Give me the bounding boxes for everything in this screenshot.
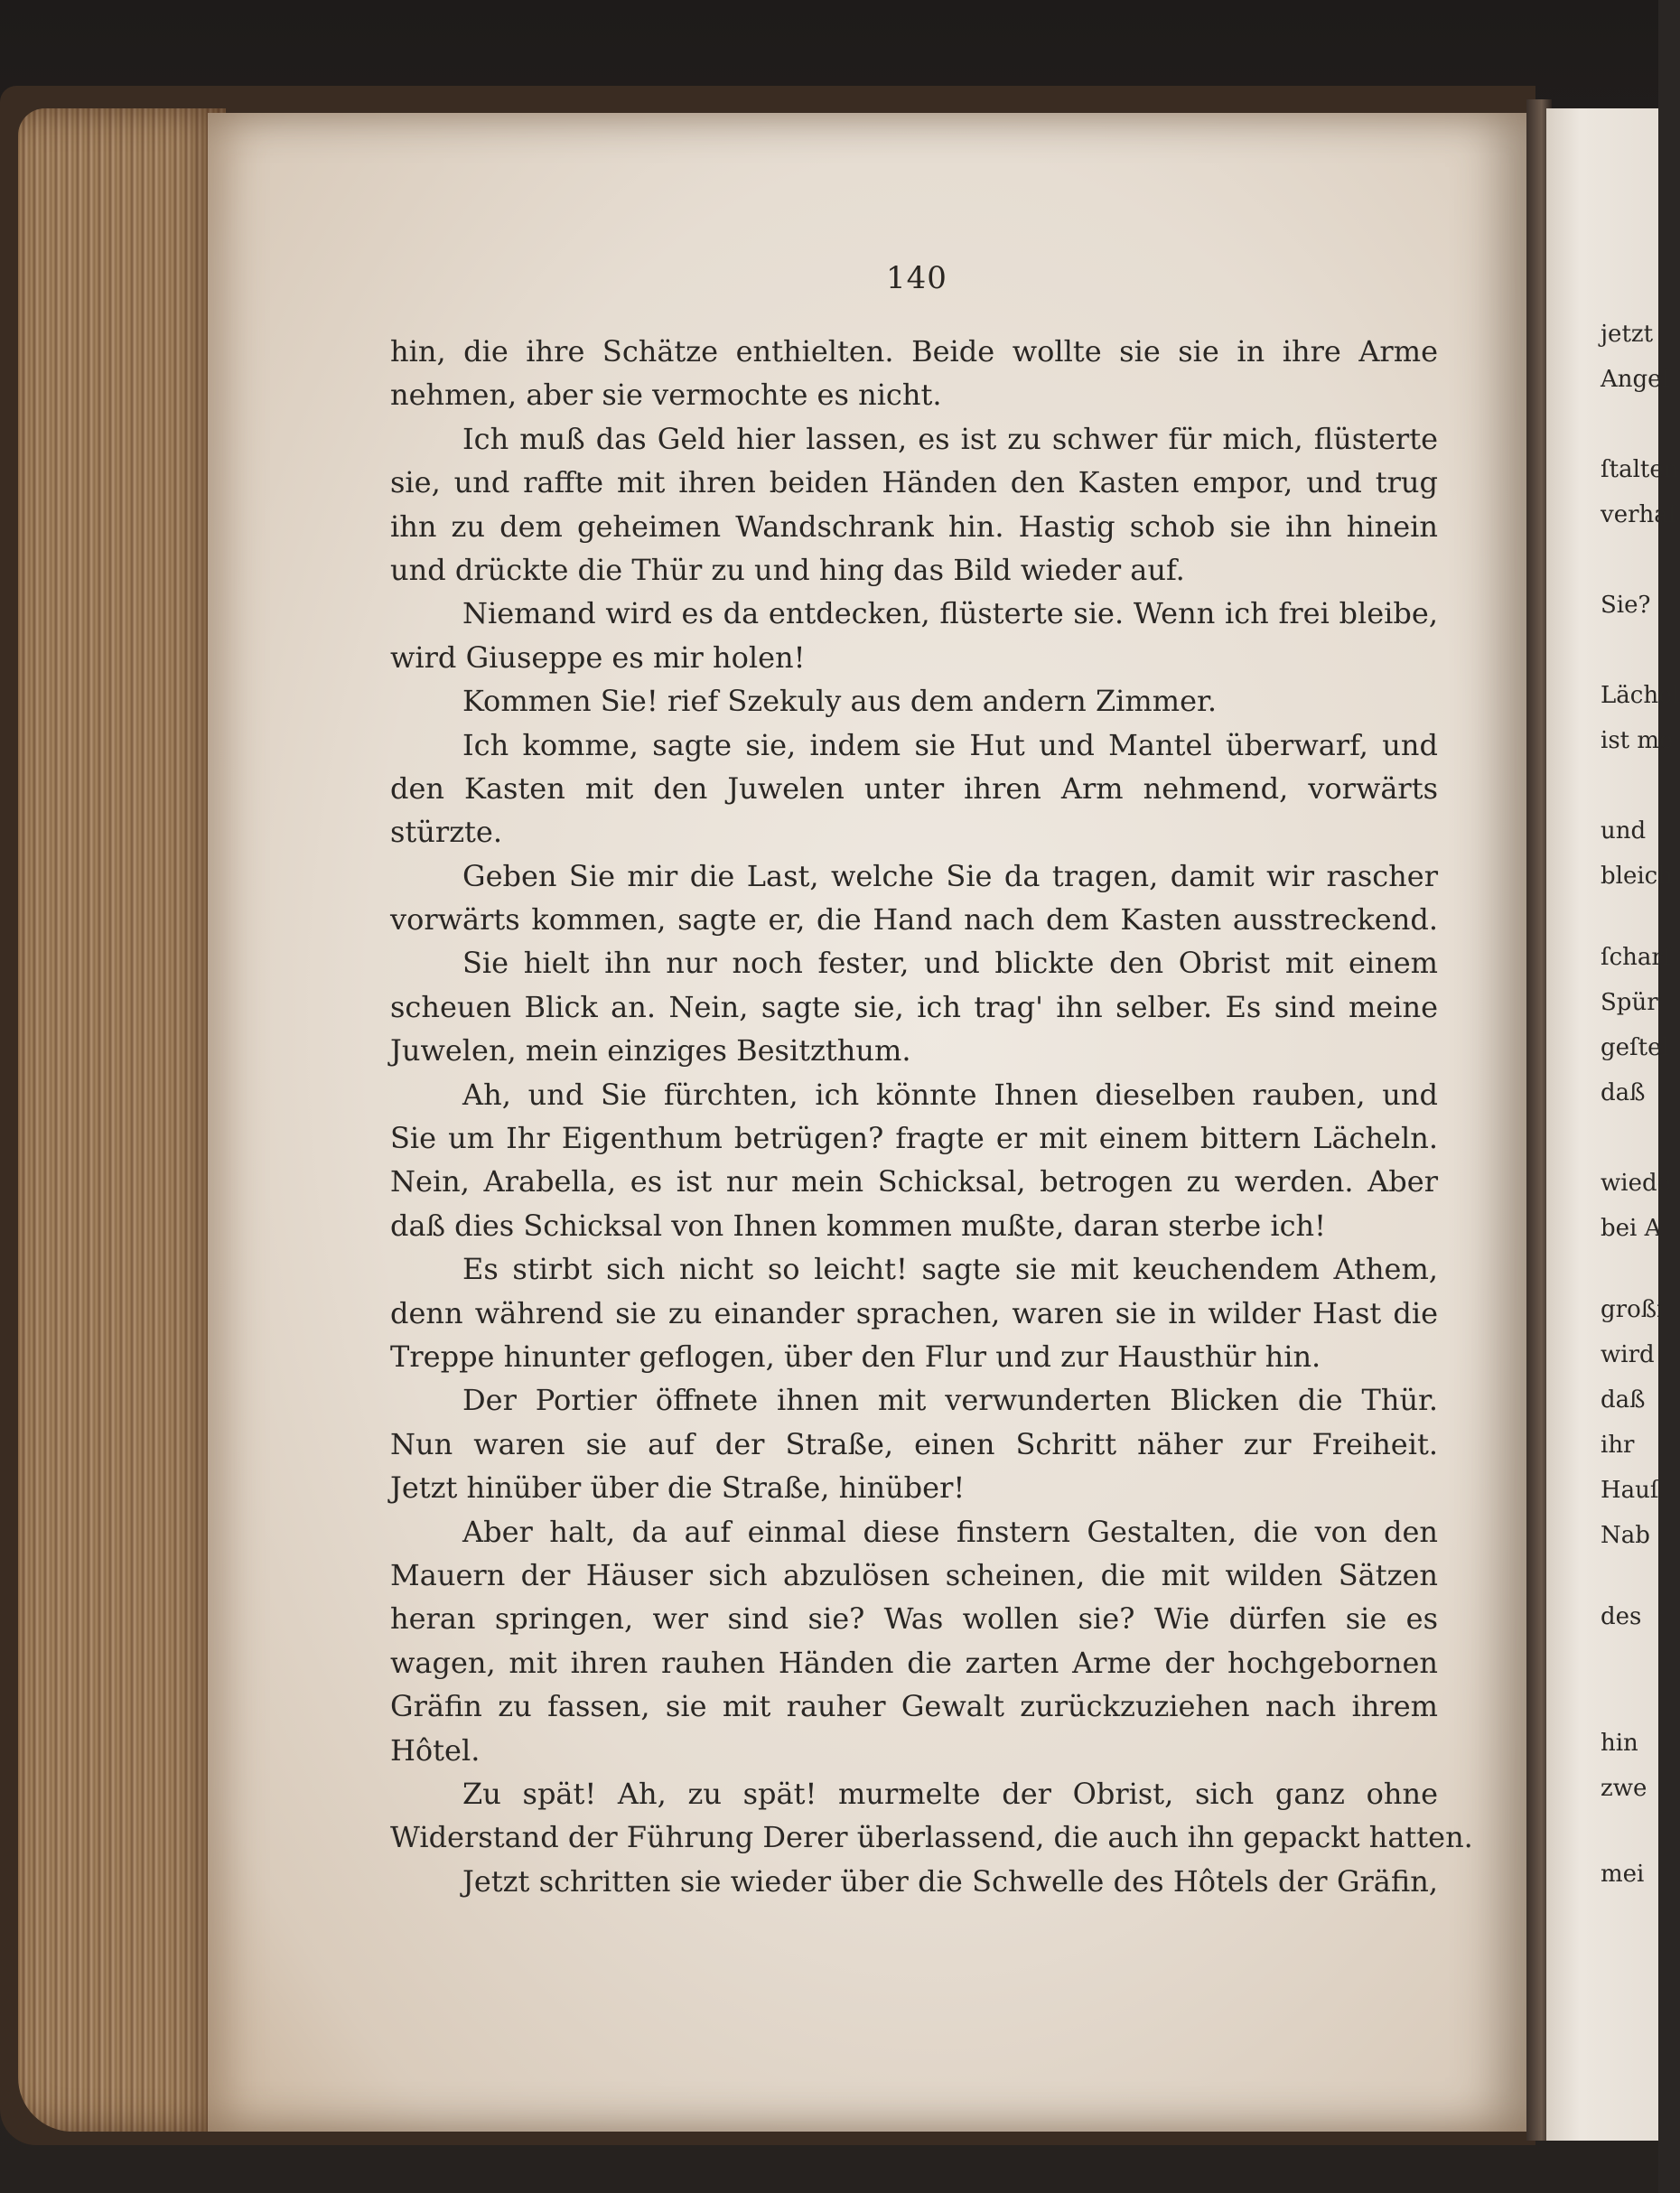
text-line: wird Giuseppe es mir holen!: [390, 639, 806, 675]
text-line: vorwärts kommen, sagte er, die Hand nach dem Kasten ausstreckend.: [390, 902, 1438, 938]
text-line: Ah, und Sie fürchten, ich könnte Ihnen dieselben rauben, und: [462, 1077, 1438, 1112]
text-line: Nein, Arabella, es ist nur mein Schicksal, betrogen zu werden. Aber: [390, 1164, 1438, 1199]
text-line: Sie um Ihr Eigenthum betrügen? fragte er mit einem bittern Lächeln.: [390, 1121, 1438, 1156]
right-page-fragment: wird: [1601, 1341, 1655, 1368]
text-line: nehmen, aber sie vermochte es nicht.: [390, 378, 942, 413]
right-page-fragment: verhaf: [1601, 501, 1677, 528]
page-number: 140: [886, 260, 947, 296]
right-page-fragment: ihr: [1601, 1432, 1635, 1459]
right-page-fragment: geſtel: [1601, 1034, 1669, 1061]
text-line: Ich muß das Geld hier lassen, es ist zu schwer für mich, flüsterte: [462, 421, 1438, 456]
right-page-fragment: daß: [1601, 1079, 1646, 1106]
text-line: Es stirbt sich nicht so leicht! sagte sie mit keuchendem Athem,: [462, 1252, 1438, 1287]
text-line: Treppe hinunter geflogen, über den Flur und zur Hausthür hin.: [390, 1339, 1321, 1374]
text-line: stürzte.: [390, 815, 503, 850]
page-text: [390, 330, 1473, 1903]
right-page-fragment: Nab: [1601, 1522, 1650, 1549]
right-page-fragment: ſtalten: [1601, 456, 1679, 483]
text-line: ihn zu dem geheimen Wandschrank hin. Hastig schob sie ihn hinein: [390, 509, 1438, 544]
text-line: denn während sie zu einander sprachen, waren sie in wilder Hast die: [390, 1295, 1438, 1330]
right-page-fragment: mei: [1601, 1861, 1645, 1888]
text-line: Jetzt schritten sie wieder über die Schwelle des Hôtels der Gräfin,: [462, 1863, 1438, 1899]
text-line: wagen, mit ihren rauhen Händen die zarten Arme der hochgebornen: [390, 1645, 1438, 1680]
right-page-fragment: jetzt: [1601, 321, 1654, 348]
right-page-fragment: bleich: [1601, 863, 1673, 890]
text-line: Geben Sie mir die Last, welche Sie da tragen, damit wir rascher: [462, 858, 1438, 893]
page-edges: [18, 108, 226, 2132]
text-line: Ich komme, sagte sie, indem sie Hut und Mantel überwarf, und: [462, 727, 1438, 762]
text-line: Mauern der Häuser sich abzulösen scheinen, die mit wilden Sätzen: [390, 1557, 1438, 1592]
text-line: Kommen Sie! rief Szekuly aus dem andern Zimmer.: [462, 684, 1217, 719]
right-page-fragment: ist me: [1601, 727, 1674, 754]
right-page-fragment: Sie?: [1601, 592, 1651, 619]
right-page-fragment: des: [1601, 1603, 1642, 1630]
text-line: den Kasten mit den Juwelen unter ihren Arm nehmend, vorwärts: [390, 770, 1438, 806]
right-page-fragment: Spür: [1601, 989, 1658, 1016]
text-line: Sie hielt ihn nur noch fester, und blickte den Obrist mit einem: [462, 946, 1438, 981]
text-line: daß dies Schicksal von Ihnen kommen mußte, daran sterbe ich!: [390, 1208, 1326, 1243]
right-page-fragment: zwe: [1601, 1775, 1647, 1802]
text-line: Aber halt, da auf einmal diese finstern Gestalten, die von den: [462, 1514, 1438, 1549]
right-page-fragment: Hauſ: [1601, 1477, 1659, 1504]
right-page-fragment: Angeſ: [1601, 366, 1671, 393]
text-line: und drückte die Thür zu und hing das Bild wieder auf.: [390, 552, 1185, 587]
text-line: Der Portier öffnete ihnen mit verwunderten Blicken die Thür.: [462, 1383, 1438, 1418]
text-line: Juwelen, mein einziges Besitzthum.: [390, 1033, 911, 1069]
text-line: Widerstand der Führung Derer überlassend, die auch ihn gepackt hatten.: [390, 1820, 1473, 1855]
right-page-fragment: bei A: [1601, 1215, 1662, 1242]
right-page-fragment: daß: [1601, 1386, 1646, 1414]
text-line: hin, die ihre Schätze enthielten. Beide wollte sie sie in ihre Arme: [390, 334, 1438, 369]
text-line: Gräfin zu fassen, sie mit rauher Gewalt zurückzuziehen nach ihrem: [390, 1689, 1438, 1724]
text-line: sie, und raffte mit ihren beiden Händen den Kasten empor, und trug: [390, 465, 1438, 500]
text-line: Jetzt hinüber über die Straße, hinüber!: [390, 1470, 966, 1506]
right-page-fragment: großi: [1601, 1296, 1665, 1323]
text-line: Nun waren sie auf der Straße, einen Schritt näher zur Freiheit.: [390, 1426, 1438, 1461]
text-line: Zu spät! Ah, zu spät! murmelte der Obrist, sich ganz ohne: [462, 1776, 1438, 1811]
right-page-fragment: Lächel: [1601, 682, 1680, 709]
text-line: Hôtel.: [390, 1732, 481, 1768]
right-page-fragment: hin: [1601, 1730, 1638, 1757]
right-page-edge: [1546, 108, 1658, 2141]
right-page-fragment: wiede: [1601, 1170, 1671, 1197]
text-line: Niemand wird es da entdecken, flüsterte sie. Wenn ich frei bleibe,: [462, 596, 1438, 631]
right-page-fragment: und: [1601, 817, 1647, 845]
text-line: scheuen Blick an. Nein, sagte sie, ich trag' ihn selber. Es sind meine: [390, 989, 1438, 1024]
text-line: heran springen, wer sind sie? Was wollen sie? Wie dürfen sie es: [390, 1601, 1438, 1637]
right-page-fragment: ſcharf: [1601, 944, 1672, 971]
